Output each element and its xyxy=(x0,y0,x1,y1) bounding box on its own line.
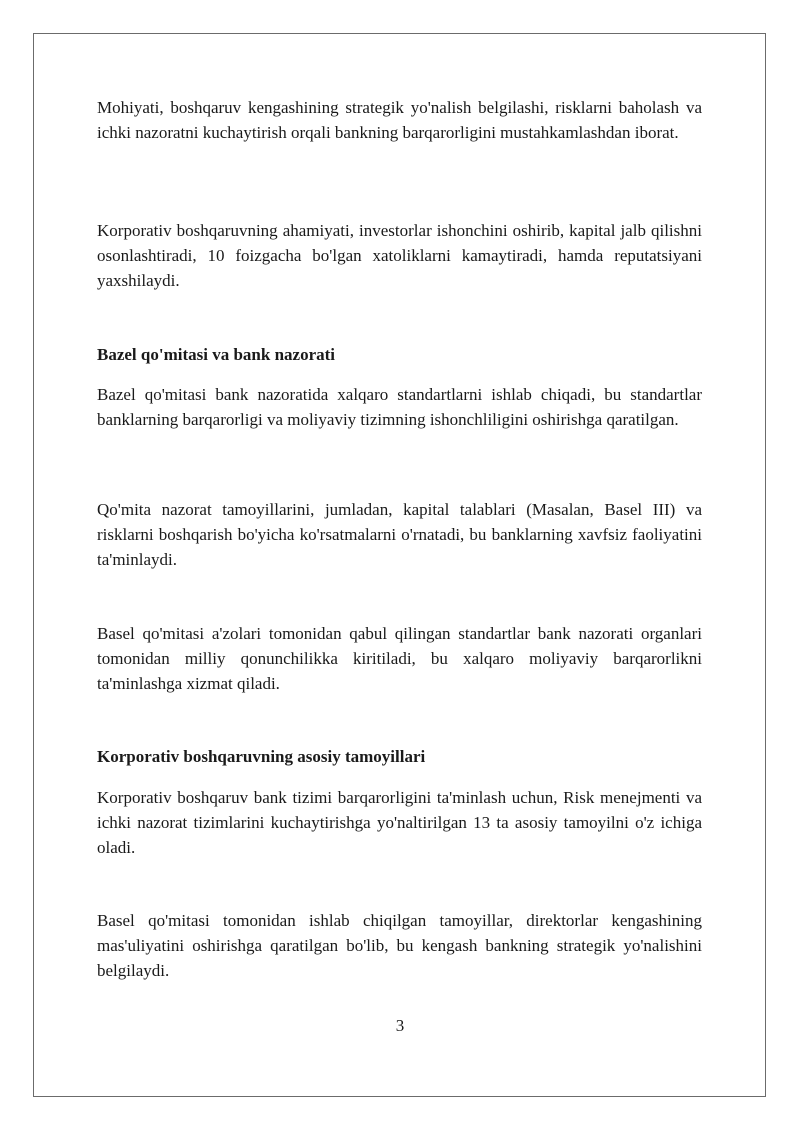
paragraph-qomita-tamoyillari: Qo'mita nazorat tamoyillarini, jumladan, kapital talablari (Masalan, Basel III) va risklarni boshqarish bo'yicha ko'rsatmalarni o'rnatadi, bu banklarning xavfsiz faoliyatini ta'minlaydi. xyxy=(97,500,702,569)
section-heading-bazel: Bazel qo'mitasi va bank nazorati xyxy=(97,345,336,364)
paragraph-basel-tamoyillar: Basel qo'mitasi tomonidan ishlab chiqilgan tamoyillar, direktorlar kengashining mas'uliyatini oshirishga qaratilgan bo'lib, bu kengash bankning strategik yo'nalishini belgilaydi. xyxy=(97,911,702,980)
paragraph-bazel-standartlar: Bazel qo'mitasi bank nazoratida xalqaro standartlarni ishlab chiqadi, bu standartlar banklarning barqarorligi va moliyaviy tizimning ishonchliligini oshirishga qaratilgan. xyxy=(97,385,702,429)
paragraph-basel-azolari: Basel qo'mitasi a'zolari tomonidan qabul qilingan standartlar bank nazorati organlari tomonidan milliy qonunchilikka kiritiladi, bu xalqaro moliyaviy barqarorlikni ta'minlashga xizmat qiladi. xyxy=(97,624,702,693)
paragraph-korporativ-boshqaruv: Korporativ boshqaruv bank tizimi barqarorligini ta'minlash uchun, Risk menejmenti va ichki nazorat tizimlarini kuchaytirishga yo'naltirilgan 13 ta asosiy tamoyilni o'z ichiga oladi. xyxy=(97,788,702,857)
page-number: 3 xyxy=(395,1016,405,1035)
section-heading-tamoyillar: Korporativ boshqaruvning asosiy tamoyillari xyxy=(97,747,426,766)
paragraph-ahamiyati: Korporativ boshqaruvning ahamiyati, investorlar ishonchini oshirib, kapital jalb qilishni osonlashtiradi, 10 foizgacha bo'lgan xatoliklarni kamaytiradi, hamda reputatsiyani yaxshilaydi. xyxy=(97,221,702,290)
paragraph-mohiyati: Mohiyati, boshqaruv kengashining strategik yo'nalish belgilashi, risklarni baholash va ichki nazoratni kuchaytirish orqali bankning barqarorligini mustahkamlashdan iborat. xyxy=(97,98,702,142)
